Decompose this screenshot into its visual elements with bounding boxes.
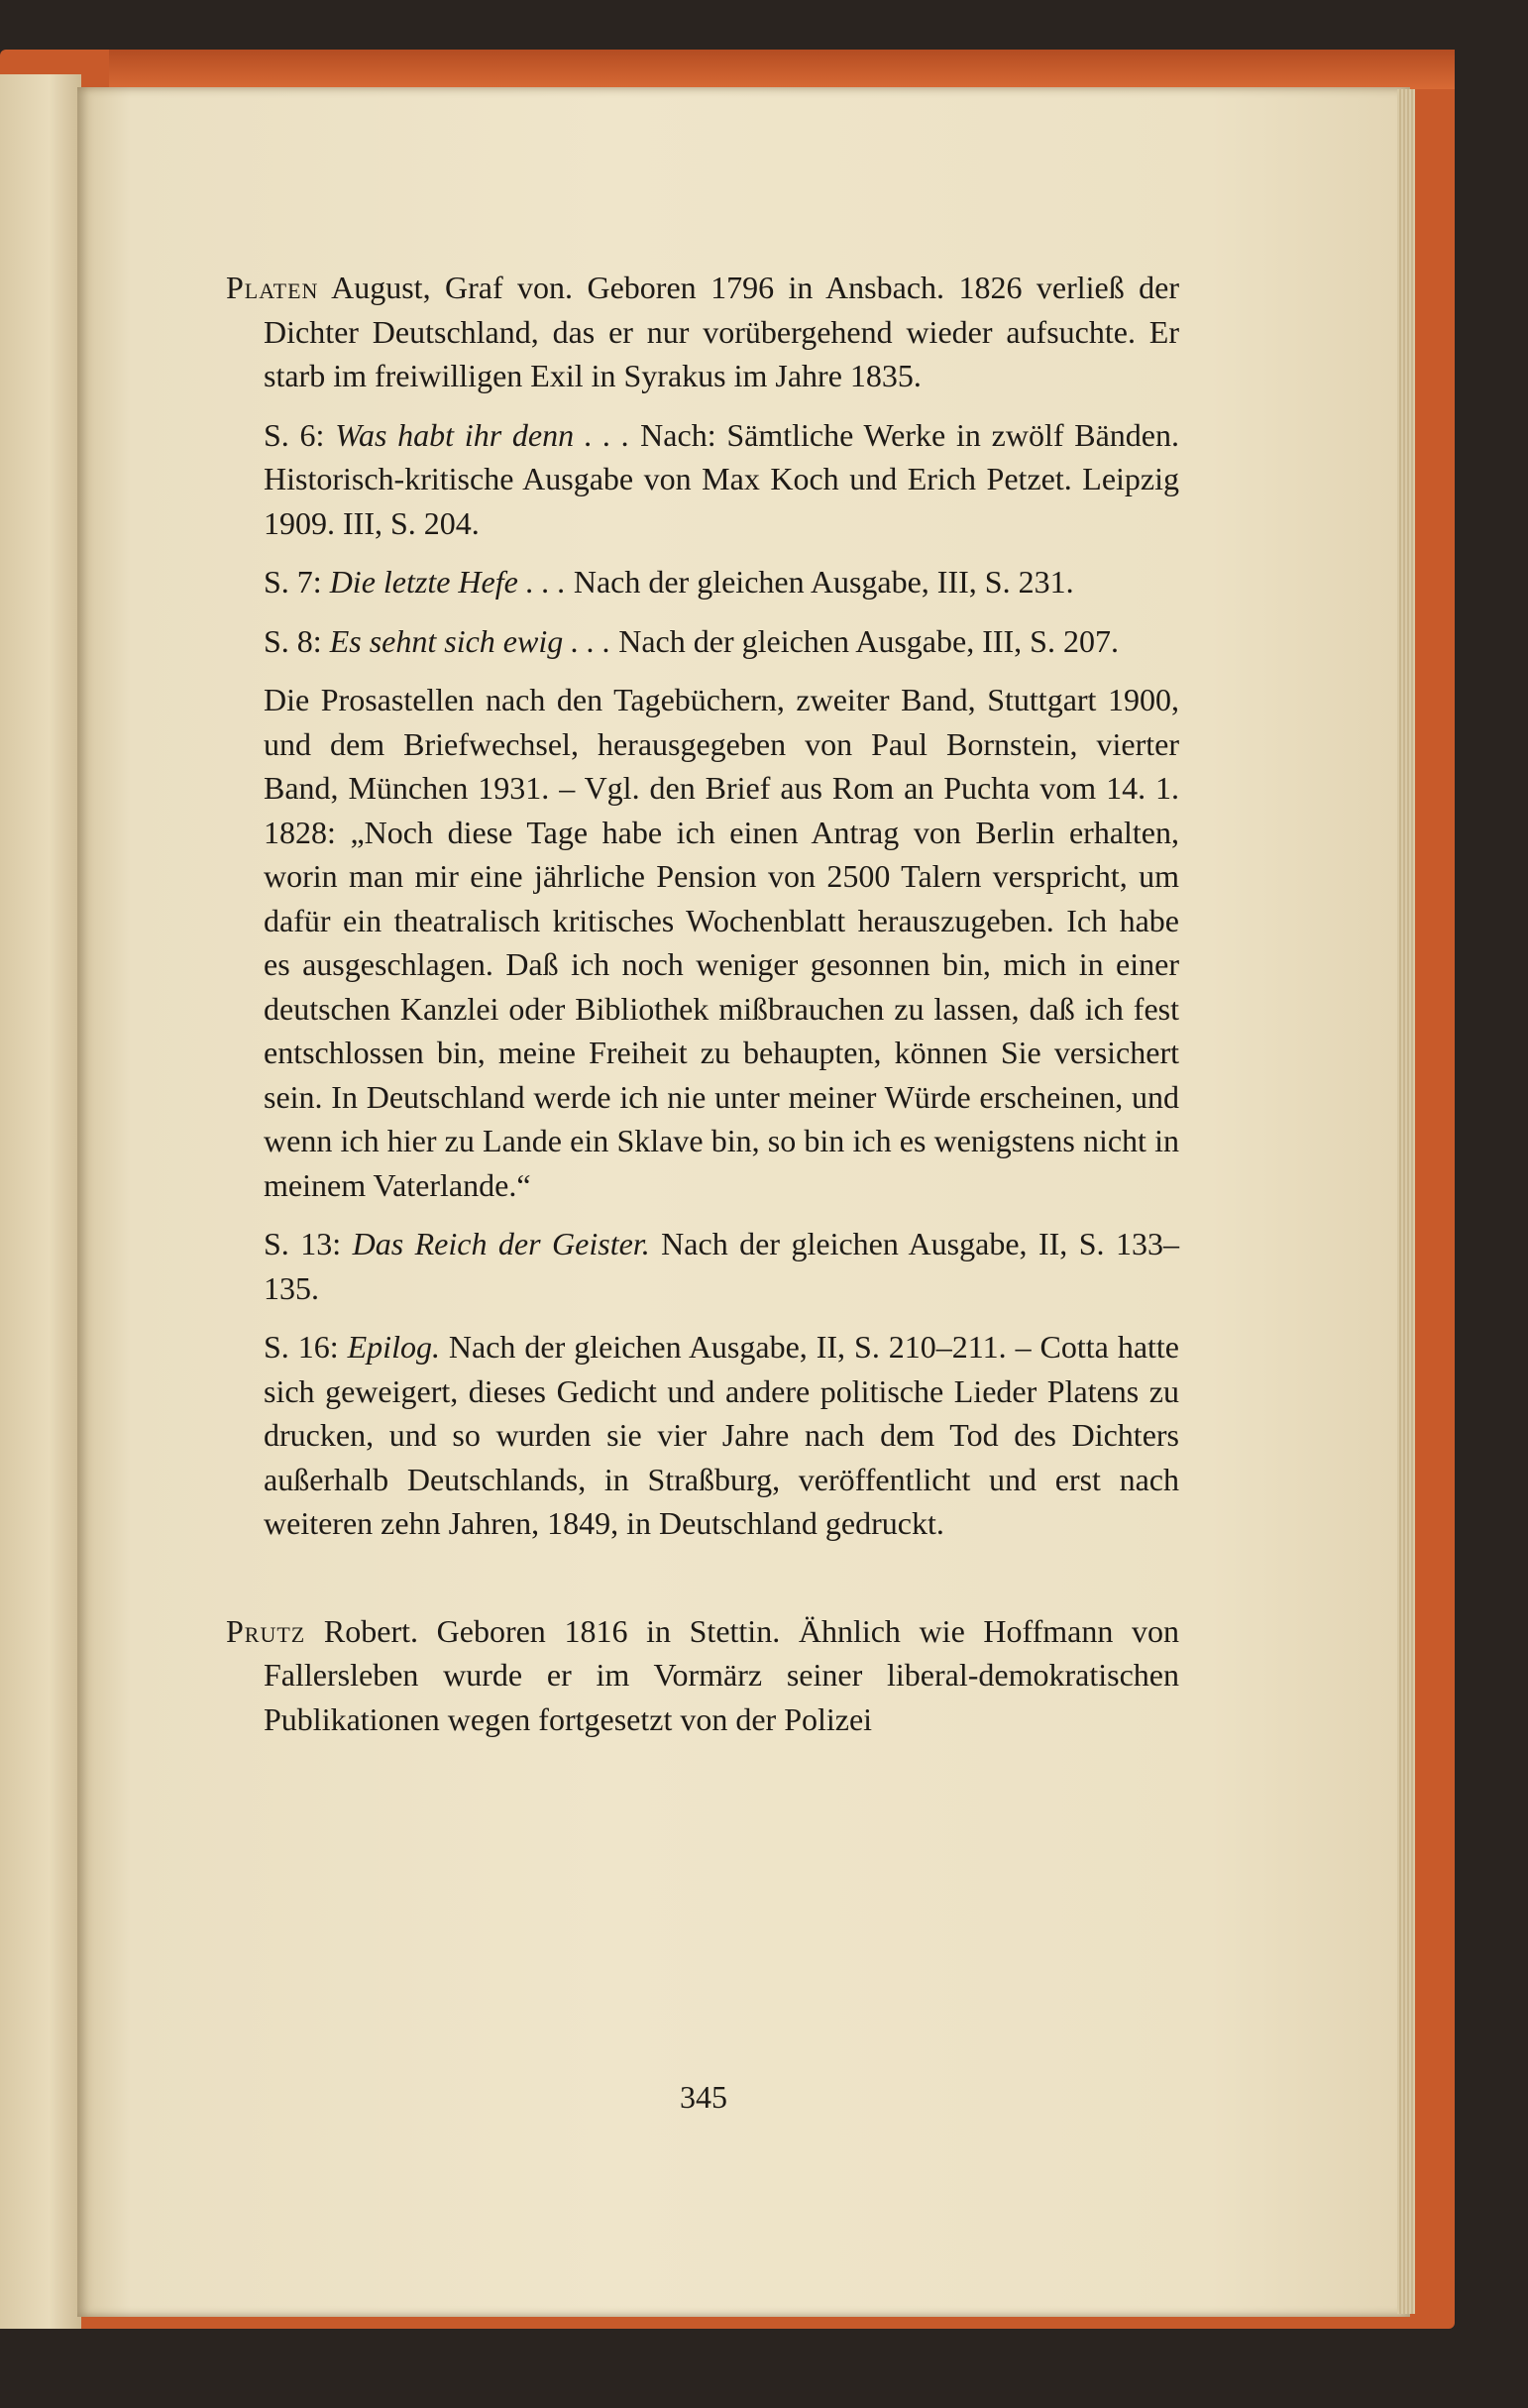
entry-prutz [226, 1609, 1179, 1742]
note-ref: S. 8: [264, 622, 330, 659]
note-text: Nach der gleichen Ausgabe, II, S. 133–135. [264, 1226, 1180, 1306]
note-text: Nach der gleichen Ausgabe, III, S. 231. [565, 564, 1074, 600]
note-title: Die letzte Hefe . . . [329, 564, 566, 600]
entry-intro: Robert. Geboren 1816 in Stettin. Ähnlich wie Hoffmann von Fallersleben wurde er im Vormärz seiner liberal-demokratischen Publikationen wegen fortgesetzt von der Polizei [264, 1612, 1179, 1737]
entry-platen [226, 266, 1179, 398]
note-title: Was habt ihr denn . . . [335, 416, 630, 453]
note-title: Es sehnt sich ewig . . . [329, 622, 611, 659]
page-number: 345 [680, 2079, 727, 2115]
note-ref: S. 6: [264, 416, 336, 453]
note-paragraph [226, 1222, 1179, 1310]
note-title: Epilog. [347, 1329, 440, 1365]
entry-intro: August, Graf von. Geboren 1796 in Ansbach. 1826 verließ der Dichter Deutschland, das er nur vorübergehend wieder aufsuchte. Er starb im freiwilligen Exil in Syrakus im Jahre 1835. [264, 270, 1179, 393]
note-text: Nach der gleichen Ausgabe, III, S. 207. [610, 622, 1119, 659]
note-text: Nach der gleichen Ausgabe, II, S. 210–211. – Cotta hatte sich geweigert, dieses Gedicht und andere politische Lieder Platens zu drucken, und so wurden sie vier Jahre nach dem Tod des Dichters außerhalb Deutschlands, in Straßburg, veröffentlicht und erst nach weiteren zehn Jahren, 1849, in Deutschland gedruckt. [264, 1329, 1180, 1541]
note-ref: S. 16: [264, 1329, 348, 1365]
note-paragraph [226, 619, 1179, 664]
note-ref: S. 7: [264, 564, 330, 600]
note-text: Die Prosastellen nach den Tagebüchern, zweiter Band, Stuttgart 1900, und dem Briefwechsel, herausgegeben von Paul Bornstein, vierter Band, München 1931. – Vgl. den Brief aus Rom an Puchta vom 14. 1. 1828: „Noch diese Tage habe ich einen Antrag von Berlin erhalten, worin man mir eine jährliche Pension von 2500 Talern verspricht, um dafür ein theatralisch kritisches Wochenblatt herauszugeben. Ich habe es ausgeschlagen. Daß ich noch weniger gesonnen bin, mich in einer deutschen Kanzlei oder Bibliothek mißbrauchen zu lassen, daß ich fest entschlossen bin, meine Freiheit zu behaupten, können Sie versichert sein. In Deutschland werde ich nie unter meiner Würde erscheinen, und wenn ich hier zu Lande ein Sklave bin, so bin ich es wenigstens nicht in meinem Vaterlande.“ [264, 682, 1179, 1203]
previous-page-edge [0, 74, 81, 2329]
entry-name: Platen [226, 270, 319, 305]
entry-spacer [226, 1546, 1179, 1609]
page-stack-edge [1397, 89, 1415, 2314]
note-paragraph [226, 560, 1179, 604]
note-paragraph [226, 1325, 1179, 1546]
note-title: Das Reich der Geister. [352, 1226, 650, 1261]
page-text [226, 266, 1179, 1741]
note-text: Nach: Sämtliche Werke in zwölf Bänden. Historisch-kritische Ausgabe von Max Koch und Erich Petzet. Leipzig 1909. III, S. 204. [264, 416, 1180, 541]
cover-top-edge [109, 50, 1455, 89]
note-ref: S. 13: [264, 1226, 353, 1261]
entry-name: Prutz [226, 1612, 306, 1649]
prose-note-paragraph [226, 678, 1179, 1207]
note-paragraph [226, 413, 1179, 546]
